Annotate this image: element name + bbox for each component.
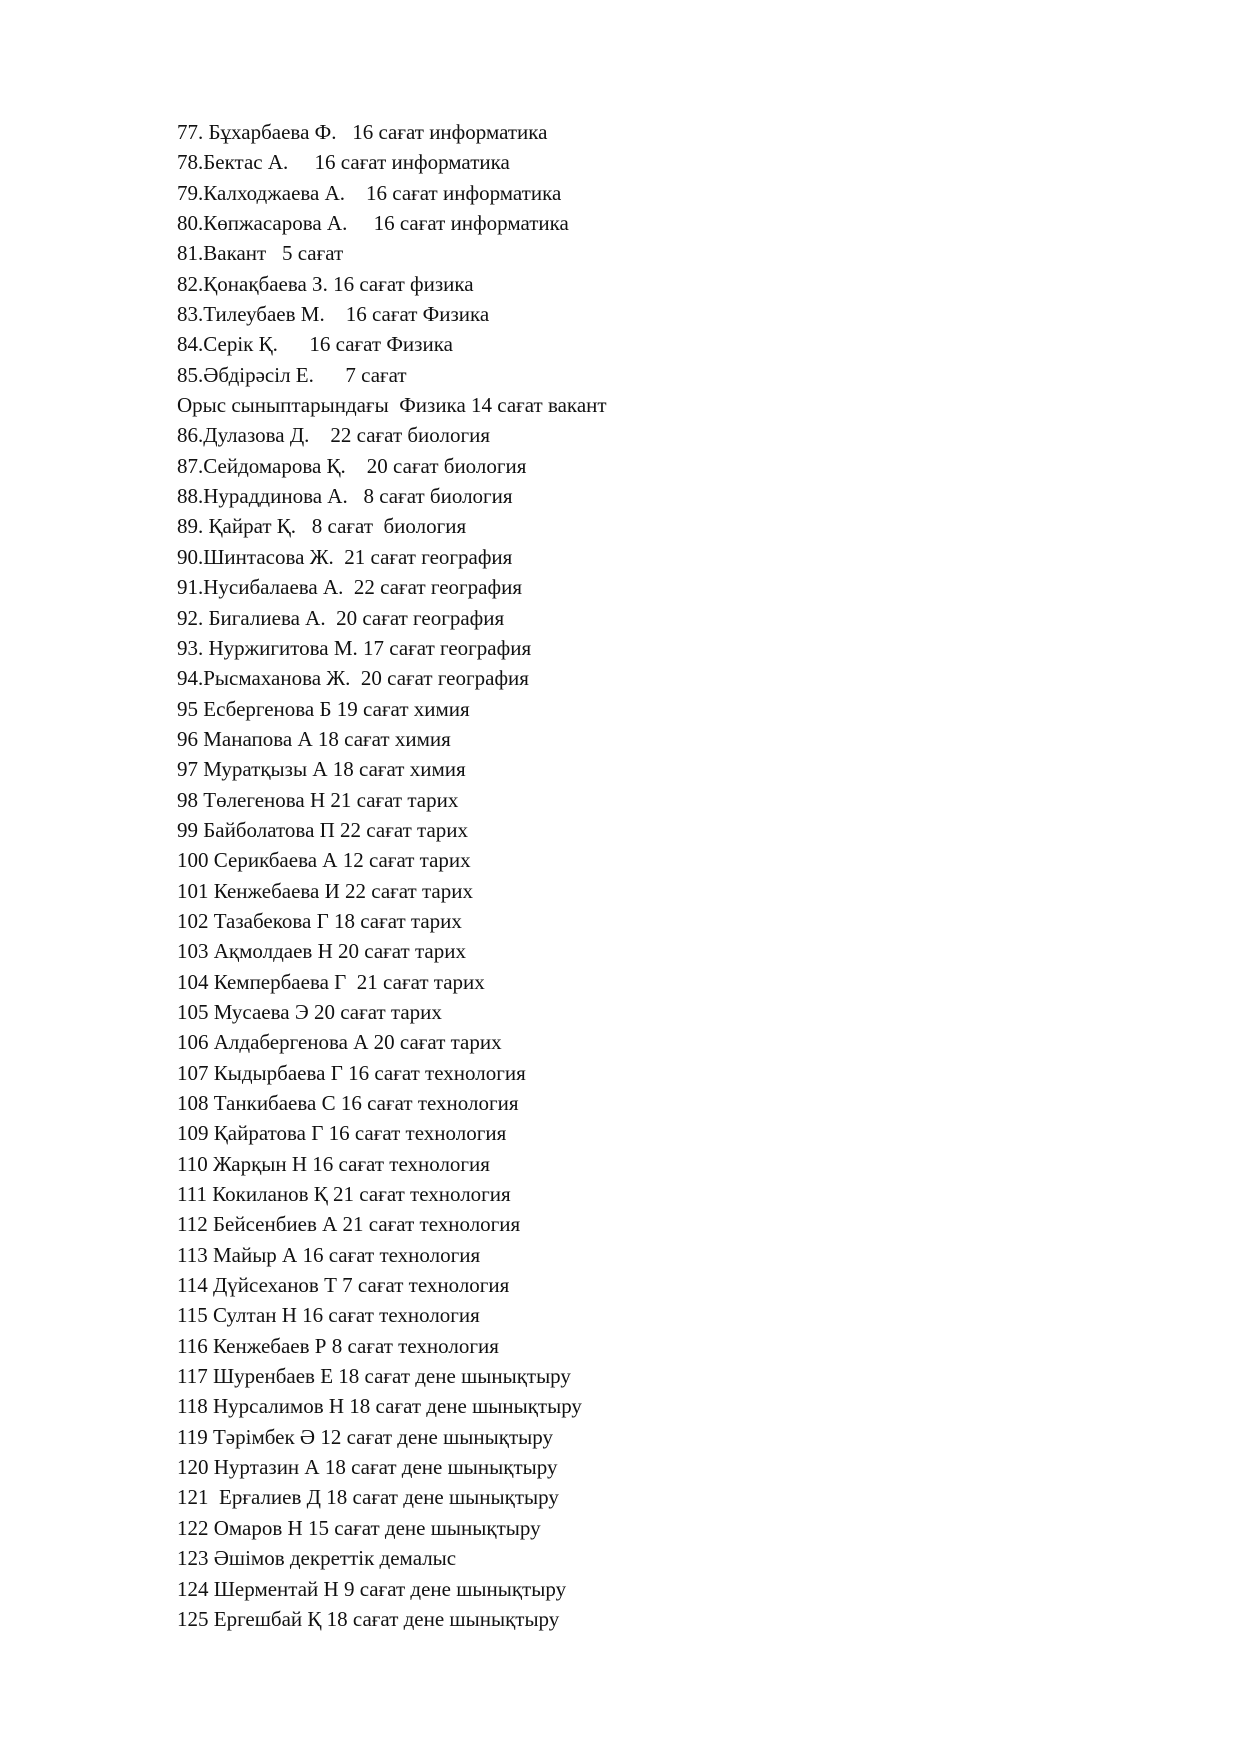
list-item: 94.Рысмаханова Ж. 20 сағат география [177,666,529,691]
list-item: 93. Нуржигитова М. 17 сағат география [177,635,532,660]
list-item: 99 Байболатова П 22 сағат тарих [177,817,469,842]
list-item: 89. Қайрат Қ. 8 сағат биология [177,514,467,539]
list-item: 104 Кемпербаева Г 21 сағат тарих [177,969,485,994]
list-item: 109 Қайратова Г 16 сағат технология [177,1121,507,1146]
list-item: 78.Бектас А. 16 сағат информатика [177,150,510,175]
list-item: 87.Сейдомарова Қ. 20 сағат биология [177,453,527,478]
list-item: 117 Шуренбаев Е 18 сағат дене шынықтыру [177,1364,571,1389]
list-item: 125 Ергешбай Қ 18 сағат дене шынықтыру [177,1606,560,1631]
list-item: 90.Шинтасова Ж. 21 сағат география [177,544,513,569]
list-item: 84.Серік Қ. 16 сағат Физика [177,332,453,357]
list-item: 85.Әбдірәсіл Е. 7 сағат [177,362,407,387]
list-item: 118 Нурсалимов Н 18 сағат дене шынықтыру [177,1394,582,1419]
list-item: 100 Серикбаева А 12 сағат тарих [177,848,471,873]
list-item: 120 Нуртазин А 18 сағат дене шынықтыру [177,1455,558,1480]
list-item: 81.Вакант 5 сағат [177,241,344,266]
list-item: 114 Дүйсеханов Т 7 сағат технология [177,1273,510,1298]
list-item: 77. Бұхарбаева Ф. 16 сағат информатика [177,120,548,144]
list-item: 97 Муратқызы А 18 сағат химия [177,757,466,782]
list-item: 101 Кенжебаева И 22 сағат тарих [177,878,473,903]
staff-list [177,117,1077,1634]
list-item: 111 Кокиланов Қ 21 сағат технология [177,1182,511,1207]
list-item: 112 Бейсенбиев А 21 сағат технология [177,1212,521,1237]
list-item: 83.Тилеубаев М. 16 сағат Физика [177,302,490,327]
list-item: 105 Мусаева Э 20 сағат тарих [177,999,442,1024]
list-item: 107 Кыдырбаева Г 16 сағат технология [177,1060,526,1085]
list-item: 103 Ақмолдаев Н 20 сағат тарих [177,939,466,964]
list-item: 122 Омаров Н 15 сағат дене шынықтыру [177,1515,541,1540]
list-item: 96 Манапова А 18 сағат химия [177,726,451,751]
list-item: 108 Танкибаева С 16 сағат технология [177,1091,519,1115]
list-item: 106 Алдабергенова А 20 сағат тарих [177,1030,502,1055]
list-item: 80.Көпжасарова А. 16 сағат информатика [177,211,569,236]
list-item: 119 Тәрімбек Ә 12 сағат дене шынықтыру [177,1424,553,1449]
list-item: 123 Әшімов декреттік демалыс [177,1546,457,1571]
section-note: Орыс сыныптарындағы Физика 14 сағат вакант [177,393,607,418]
list-item: 116 Кенжебаев Р 8 сағат технология [177,1333,499,1358]
list-item: 79.Калходжаева А. 16 сағат информатика [177,180,562,205]
list-item: 82.Қонақбаева З. 16 сағат физика [177,271,474,296]
list-item: 115 Султан Н 16 сағат технология [177,1303,480,1328]
list-item: 124 Шерментай Н 9 сағат дене шынықтыру [177,1576,567,1601]
list-item: 95 Есбергенова Б 19 сағат химия [177,696,470,721]
list-item: 86.Дулазова Д. 22 сағат биология [177,423,491,448]
list-item: 98 Төлегенова Н 21 сағат тарих [177,787,459,812]
list-item: 110 Жарқын Н 16 сағат технология [177,1151,490,1176]
list-item: 121 Ерғалиев Д 18 сағат дене шынықтыру [177,1485,559,1510]
list-item: 102 Тазабекова Г 18 сағат тарих [177,908,462,933]
list-item: 113 Майыр А 16 сағат технология [177,1242,481,1267]
list-item: 92. Бигалиева А. 20 сағат география [177,605,505,630]
list-item: 88.Нураддинова А. 8 сағат биология [177,484,513,509]
list-item: 91.Нусибалаева А. 22 сағат география [177,575,522,600]
